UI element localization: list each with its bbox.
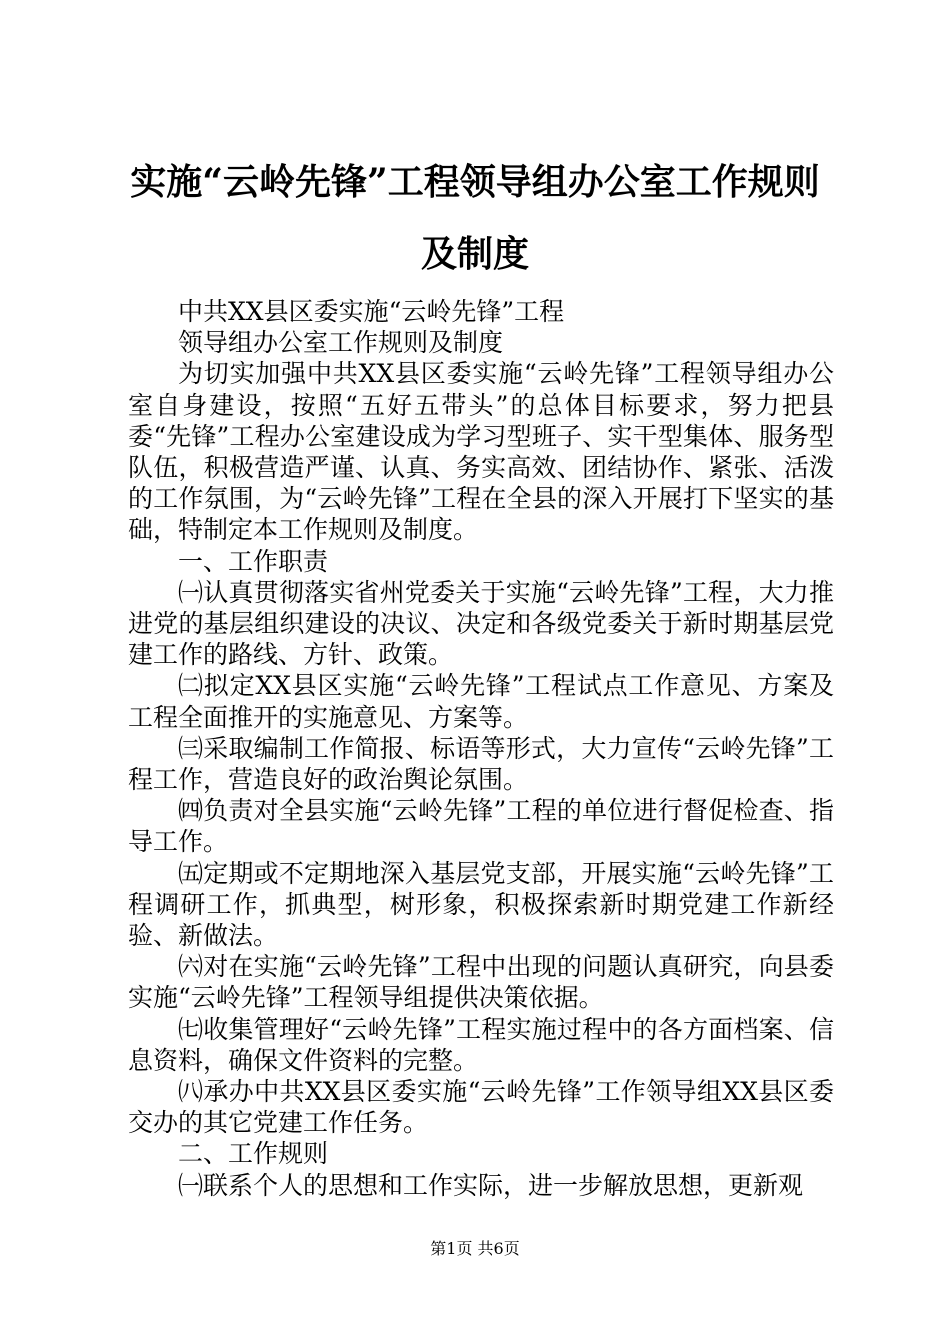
- document-title: [100, 146, 850, 290]
- paragraph: ㈢采取编制工作简报、标语等形式，大力宣传“云岭先锋”工程工作，营造良好的政治舆论氛围。: [128, 733, 834, 795]
- paragraph: ㈠认真贯彻落实省州党委关于实施“云岭先锋”工程，大力推进党的基层组织建设的决议、决定和各级党委关于新时期基层党建工作的路线、方针、政策。: [128, 577, 834, 670]
- paragraph: ㈧承办中共XX县区委实施“云岭先锋”工作领导组XX县区委交办的其它党建工作任务。: [128, 1077, 834, 1138]
- paragraph: ㈤定期或不定期地深入基层党支部，开展实施“云岭先锋”工程调研工作，抓典型，树形象，积极探索新时期党建工作新经验、新做法。: [128, 858, 834, 951]
- paragraph: ㈥对在实施“云岭先锋”工程中出现的问题认真研究，向县委实施“云岭先锋”工程领导组提供决策依据。: [128, 952, 834, 1013]
- title-line-2: 及制度: [420, 233, 529, 275]
- paragraph: 为切实加强中共XX县区委实施“云岭先锋”工程领导组办公室自身建设，按照“五好五带头”的总体目标要求，努力把县委“先锋”工程办公室建设成为学习型班子、实干型集体、服务型队伍，积极营造严谨、认真、务实高效、团结协作、紧张、活泼的工作氛围，为“云岭先锋”工程在全县的深入开展打下坚实的基础，特制定本工作规则及制度。: [128, 359, 834, 545]
- paragraph: ㈠联系个人的思想和工作实际，进一步解放思想，更新观: [178, 1170, 804, 1200]
- paragraph: ㈣负责对全县实施“云岭先锋”工程的单位进行督促检查、指导工作。: [128, 796, 834, 857]
- title-line-1: 实施“云岭先锋”工程领导组办公室工作规则: [130, 161, 820, 203]
- paragraph: ㈦收集管理好“云岭先锋”工程实施过程中的各方面档案、信息资料，确保文件资料的完整。: [128, 1014, 834, 1075]
- section-heading: 一、工作职责: [178, 546, 329, 576]
- section-heading: 二、工作规则: [178, 1139, 329, 1169]
- document-body: [128, 296, 834, 1201]
- paragraph: 领导组办公室工作规则及制度: [178, 328, 504, 358]
- paragraph: ㈡拟定XX县区实施“云岭先锋”工程试点工作意见、方案及工程全面推开的实施意见、方案等。: [128, 671, 834, 732]
- paragraph: 中共XX县区委实施“云岭先锋”工程: [178, 297, 565, 326]
- page-footer: 第1页 共6页: [430, 1239, 520, 1258]
